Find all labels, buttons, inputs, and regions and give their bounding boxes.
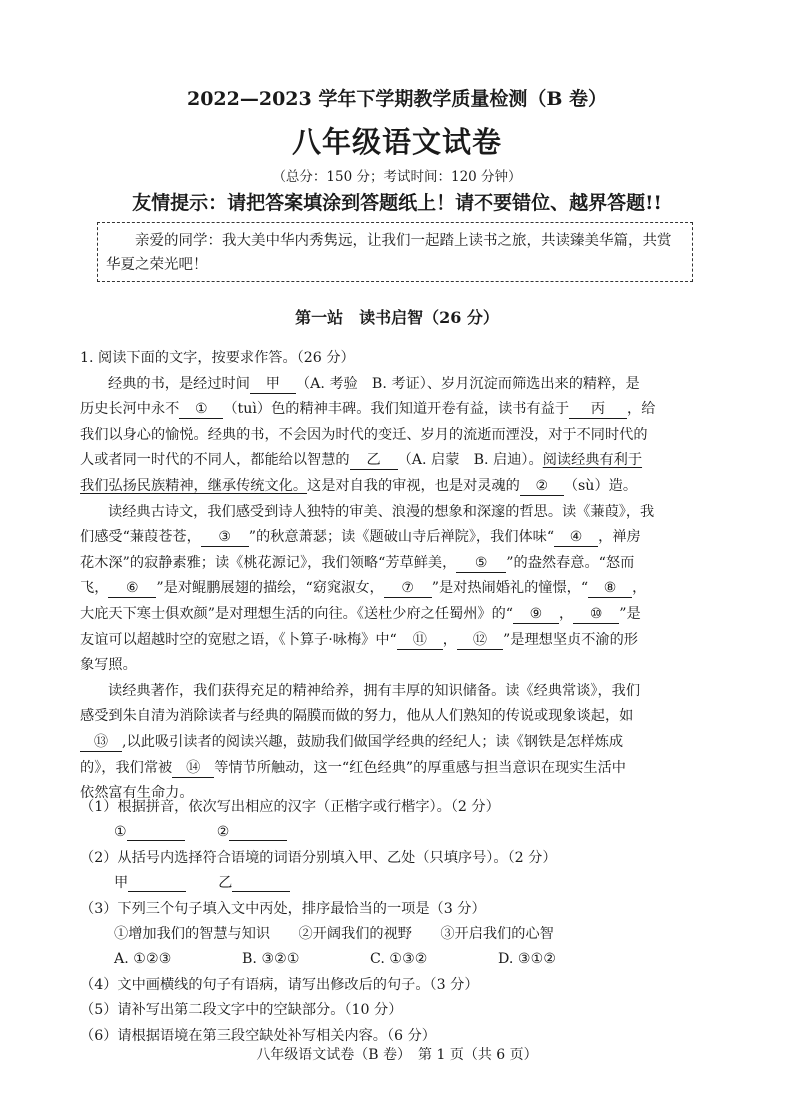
option-c[interactable]: C. ①③②: [370, 951, 428, 968]
question-prompt: 1. 阅读下面的文字，按要求作答。（26 分）: [80, 350, 355, 366]
blank-4: ④: [554, 528, 598, 547]
blank-3: ③: [201, 528, 249, 547]
p3-line3: ⑬ ,以此吸引读者的阅读兴趣，鼓励我们做国学经典的经纪人；读《钢铁是怎样炼成: [80, 730, 720, 756]
p1-line5: 我们弘扬民族精神，继承传统文化。这是对自我的审视，也是对灵魂的 ② （sù）造。: [80, 477, 638, 494]
p1-line2: 历史长河中永不 ① （tuì）色的精神丰碑。我们知道开卷有益，读书有益于 丙 ，给: [80, 401, 656, 418]
subq-1-answers: ① ②: [80, 820, 720, 845]
page-footer: 八年级语文试卷（B 卷） 第 1 页（共 6 页）: [256, 1047, 538, 1063]
p2-line3: 花木深”的寂静素雅；读《桃花源记》，我们领略“芳草鲜美， ⑤ ”的盎然春意。“怒而: [80, 554, 635, 571]
blank-8: ⑧: [588, 579, 632, 598]
p3-line5: 依然富有生命力。: [80, 785, 194, 802]
blank-jia: 甲: [250, 375, 296, 394]
p2-line6: 友谊可以超越时空的宽慰之语，《卜算子·咏梅》中“ ⑪ ， ⑫ ”是理想坚贞不渝的形: [80, 631, 638, 648]
blank-1: ①: [179, 400, 223, 419]
subq-2-answers: 甲 乙: [80, 871, 720, 896]
p2-line5: 大庇天下寒士俱欢颜”是对理想生活的向往。《送杜少府之任蜀州》的“ ⑨ ， ⑩ ”是: [80, 605, 641, 622]
sub-questions: [80, 795, 720, 1049]
reading-passage: [80, 346, 720, 807]
subq-4: （4）文中画横线的句子有语病，请写出修改后的句子。（3 分）: [80, 976, 479, 993]
answer-blank-yi[interactable]: [232, 875, 290, 892]
exam-term-title: 2022—2023 学年下学期教学质量检测（B 卷）: [186, 88, 608, 110]
exam-subject-title: 八年级语文试卷: [291, 125, 502, 159]
p3-line1: 读经典著作，我们获得充足的精神给养，拥有丰厚的知识储备。读《经典常谈》，我们: [108, 682, 641, 699]
p2-line7: 象写照。: [80, 657, 137, 674]
subq-1: （1）根据拼音，依次写出相应的汉字（正楷字或行楷字）。（2 分）: [80, 799, 500, 815]
p2-line1: 读经典古诗文，我们感受到诗人独特的审美、浪漫的想象和深邃的哲思。读《蒹葭》，我: [108, 503, 655, 520]
blank-2: ②: [520, 477, 564, 496]
blank-12: ⑫: [457, 631, 503, 650]
blank-7: ⑦: [384, 579, 432, 598]
p2-line4: 飞， ⑥ ”是对鲲鹏展翅的描绘，“窈窕淑女， ⑦ ”是对热闹婚礼的憧憬，“ ⑧ ，: [80, 580, 647, 597]
p1-line3: 我们以身心的愉悦。经典的书，不会因为时代的变迁、岁月的流逝而湮没，对于不同时代的: [80, 426, 648, 443]
answer-blank-jia[interactable]: [128, 875, 186, 892]
friendly-tip: 友情提示：请把答案填涂到答题纸上！请不要错位、越界答题!!: [132, 192, 662, 214]
blank-bing: 丙: [569, 400, 627, 419]
p3-line4: 的》，我们常被 ⑭ 等情节所触动，这一“红色经典”的厚重感与担当意识在现实生活中: [80, 759, 626, 776]
underlined-sentence-part1: 阅读经典有利于: [542, 452, 643, 469]
blank-yi: 乙: [350, 451, 398, 470]
option-d[interactable]: D. ③①②: [498, 951, 557, 968]
subq-5: （5）请补写出第二段文字中的空缺部分。（10 分）: [80, 1002, 403, 1019]
underlined-sentence-part2: 我们弘扬民族精神，继承传统文化。: [80, 477, 308, 494]
answer-blank-2[interactable]: [229, 824, 287, 841]
option-b[interactable]: B. ③②①: [242, 951, 300, 968]
p2-line2: 们感受“蒹葭苍苍， ③ ”的秋意萧瑟；读《题破山寺后禅院》，我们体味“ ④ ，禅房: [80, 529, 641, 546]
blank-5: ⑤: [456, 554, 506, 573]
blank-9: ⑨: [513, 605, 559, 624]
subq-6: （6）请根据语境在第三段空缺处补写相关内容。（6 分）: [80, 1027, 436, 1044]
blank-6: ⑥: [108, 579, 156, 598]
blank-14: ⑭: [172, 759, 214, 778]
p1-line4: 人或者同一时代的不同人，都能给以智慧的 乙 （A. 启蒙 B. 启迪）。阅读经典有利于: [80, 452, 643, 469]
subq-3-items: ①增加我们的智慧与知识 ②开阔我们的视野 ③开启我们的心智: [114, 925, 554, 942]
blank-13: ⑬: [80, 733, 122, 752]
greeting-box: [97, 222, 693, 282]
subq-3-options: [80, 947, 720, 972]
subq-3: （3）下列三个句子填入文中丙处，排序最恰当的一项是（3 分）: [80, 900, 486, 917]
p3-line2: 感受到朱自清为消除读者与经典的隔膜而做的努力，他从人们熟知的传说或现象谈起，如: [80, 708, 634, 725]
greeting-text: 亲爱的同学：我大美中华内秀隽远，让我们一起踏上读书之旅，共读臻美华篇，共赏华夏之荣光吧！: [106, 233, 672, 273]
section-title: 第一站 读书启智（26 分）: [295, 308, 499, 327]
exam-score-time: （总分：150 分；考试时间：120 分钟）: [272, 169, 522, 185]
option-a[interactable]: A. ①②③: [114, 951, 172, 968]
subq-2: （2）从括号内选择符合语境的词语分别填入甲、乙处（只填序号）。（2 分）: [80, 849, 557, 866]
blank-11: ⑪: [397, 631, 443, 650]
blank-10: ⑩: [573, 605, 619, 624]
answer-blank-1[interactable]: [127, 824, 185, 841]
p1-line1: 经典的书，是经过时间 甲 （A. 考验 B. 考证）、岁月沉淀而筛选出来的精粹，是: [108, 375, 640, 392]
